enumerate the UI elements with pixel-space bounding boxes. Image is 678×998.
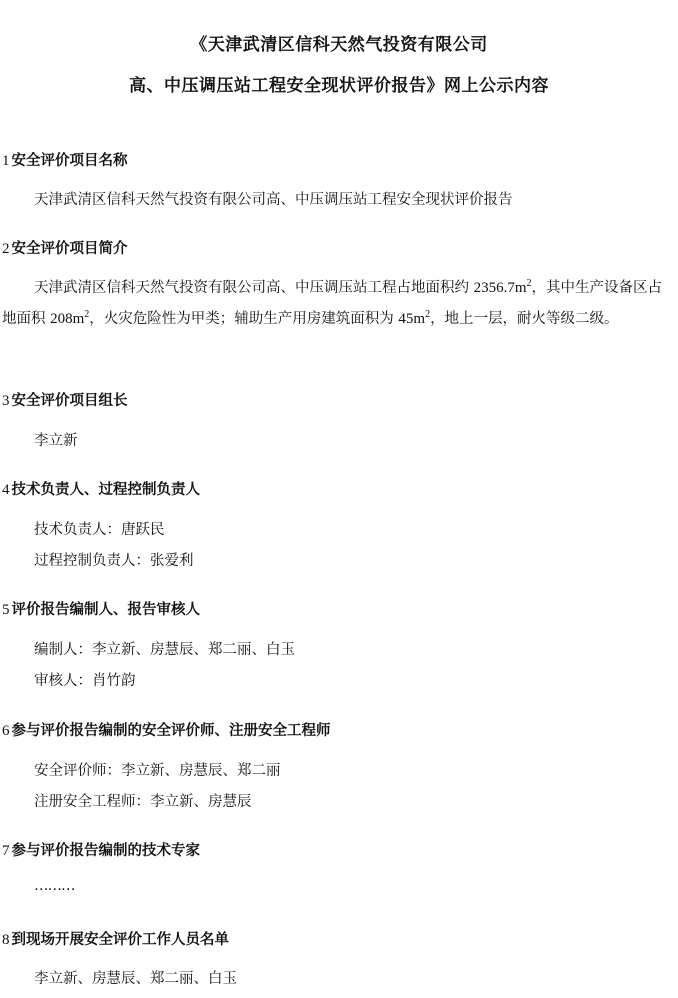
section-title: 安全评价项目组长 [11, 393, 128, 409]
section-title: 参与评价报告编制的安全评价师、注册安全工程师 [11, 723, 331, 739]
superscript: 2 [526, 278, 532, 289]
project-name-text: 天津武清区信科天然气投资有限公司高、中压调压站工程安全现状评价报告 [34, 192, 513, 208]
process-control-lead-text: 过程控制负责人：张爱利 [34, 553, 194, 569]
technical-experts-text: ……… [34, 878, 75, 894]
summary-total-area: 2356.7m [473, 280, 527, 296]
summary-text-part1: 天津武清区信科天然气投资有限公司高、中压调压站工程占地面积约 [34, 280, 474, 296]
section-title: 到现场开展安全评价工作人员名单 [11, 932, 229, 948]
section-4-heading [2, 478, 200, 499]
section-number: 4 [2, 482, 10, 498]
section-2-heading [2, 237, 128, 258]
report-reviewer-text: 审核人：肖竹韵 [34, 673, 136, 689]
summary-equipment-area: 208m [50, 311, 85, 327]
section-number: 2 [2, 241, 10, 257]
superscript: 2 [84, 309, 90, 320]
section-title: 安全评价项目简介 [11, 241, 128, 257]
registered-engineers-text: 注册安全工程师：李立新、房慧辰 [34, 794, 252, 810]
summary-text-part2: ，其中生产设备区占地面积 [2, 280, 663, 327]
section-title: 参与评价报告编制的技术专家 [11, 843, 200, 859]
section-title: 技术负责人、过程控制负责人 [11, 482, 200, 498]
section-title: 评价报告编制人、报告审核人 [11, 602, 200, 618]
section-number: 3 [2, 393, 10, 409]
team-leader-text: 李立新 [34, 433, 78, 449]
summary-text-part3: ，火灾危险性为甲类；辅助生产用房建筑面积为 [89, 311, 399, 327]
section-title: 安全评价项目名称 [11, 153, 128, 169]
section-number: 8 [2, 932, 10, 948]
section-number: 7 [2, 843, 10, 859]
section-6-heading [2, 719, 331, 740]
section-number: 6 [2, 723, 10, 739]
summary-aux-area: 45m [398, 311, 426, 327]
section-number: 1 [2, 153, 10, 169]
document-title-line-2: 高、中压调压站工程安全现状评价报告》网上公示内容 [129, 76, 549, 96]
section-8-heading [2, 928, 229, 949]
section-number: 5 [2, 602, 10, 618]
section-5-heading [2, 598, 200, 619]
superscript: 2 [425, 309, 431, 320]
section-3-heading [2, 389, 128, 410]
onsite-staff-text: 李立新、房慧辰、郑二丽、白玉 [34, 971, 237, 987]
project-summary-paragraph [2, 273, 674, 335]
report-authors-text: 编制人：李立新、房慧辰、郑二丽、白玉 [34, 642, 295, 658]
section-1-heading [2, 149, 128, 170]
section-7-heading [2, 839, 200, 860]
summary-text-part4: ，地上一层，耐火等级二级。 [430, 311, 619, 327]
technical-lead-text: 技术负责人：唐跃民 [34, 522, 165, 538]
document-title-line-1: 《天津武清区信科天然气投资有限公司 [190, 35, 488, 55]
safety-assessors-text: 安全评价师：李立新、房慧辰、郑二丽 [34, 763, 281, 779]
